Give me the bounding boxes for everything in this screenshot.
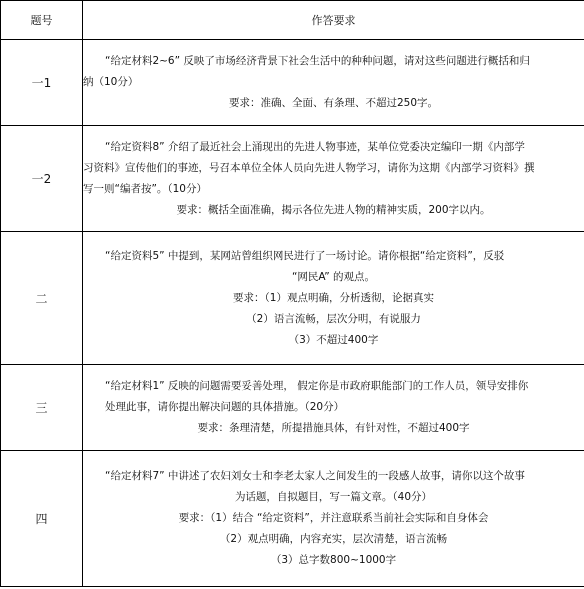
requirement-line: （3）不超过400字 xyxy=(288,333,379,346)
requirement-line: “给定资料5” 中提到，某网站曾组织网民进行了一场讨论。请你根据“给定资料”，反驳 xyxy=(105,249,505,262)
question-number: 四 xyxy=(1,451,83,587)
requirement-line: （3）总字数800~1000字 xyxy=(270,554,397,566)
question-number: 一1 xyxy=(1,40,83,126)
requirement-line: “给定资料8” 介绍了最近社会上涌现出的先进人物事迹，某单位党委决定编印一期《内部学 xyxy=(105,140,525,153)
requirement-line: 为话题，自拟题目，写一篇文章。（40分） xyxy=(234,491,433,503)
header-answer-requirements: 作答要求 xyxy=(83,1,584,40)
requirement-line: 习资料》宣传他们的事迹，号召本单位全体人员向先进人物学习，请你为这期《内部学习资料》撰 xyxy=(83,161,535,174)
requirement-line: 要求：（1）结合 “给定资料”，并注意联系当前社会实际和自身体会 xyxy=(178,512,489,524)
requirement-line: （2）观点明确，内容充实，层次清楚，语言流畅 xyxy=(219,533,448,545)
header-question-number: 题号 xyxy=(1,1,83,40)
requirement-line: 纳（10分） xyxy=(83,76,139,88)
requirement-line: “给定材料7” 中讲述了农妇刘女士和李老太家人之间发生的一段感人故事，请你以这个故事 xyxy=(105,470,525,482)
question-requirements xyxy=(83,451,584,587)
question-number: 一2 xyxy=(1,126,83,232)
header-row xyxy=(1,1,584,40)
question-row xyxy=(1,126,584,232)
question-requirements xyxy=(83,232,584,365)
question-requirements xyxy=(83,40,584,126)
question-number: 二 xyxy=(1,232,83,365)
question-number: 三 xyxy=(1,365,83,451)
requirement-line: 要求：条理清楚，所提措施具体，有针对性，不超过400字 xyxy=(197,422,470,434)
requirement-line: 要求：准确、全面、有条理、不超过250字。 xyxy=(228,97,439,109)
question-row xyxy=(1,365,584,451)
requirement-line: 写一则“编者按”。（10分） xyxy=(83,182,207,195)
requirement-line: “给定材料1” 反映的问题需要妥善处理， 假定你是市政府职能部门的工作人员，领导安排你 xyxy=(105,380,529,392)
requirement-line: 处理此事，请你提出解决问题的具体措施。（20分） xyxy=(105,401,345,413)
requirement-line: “给定材料2~6” 反映了市场经济背景下社会生活中的种种问题，请对这些问题进行概括和归 xyxy=(105,55,530,67)
question-requirements xyxy=(83,365,584,451)
requirement-line: 要求：概括全面准确，揭示各位先进人物的精神实质，200字以内。 xyxy=(176,203,491,216)
question-row xyxy=(1,40,584,126)
requirement-line: （2）语言流畅，层次分明，有说服力 xyxy=(246,312,421,325)
requirement-line: “网民A” 的观点。 xyxy=(291,270,376,283)
question-requirements xyxy=(83,126,584,232)
question-row xyxy=(1,451,584,587)
requirement-line: 要求：（1）观点明确，分析透彻，论据真实 xyxy=(233,291,434,304)
question-row xyxy=(1,232,584,365)
